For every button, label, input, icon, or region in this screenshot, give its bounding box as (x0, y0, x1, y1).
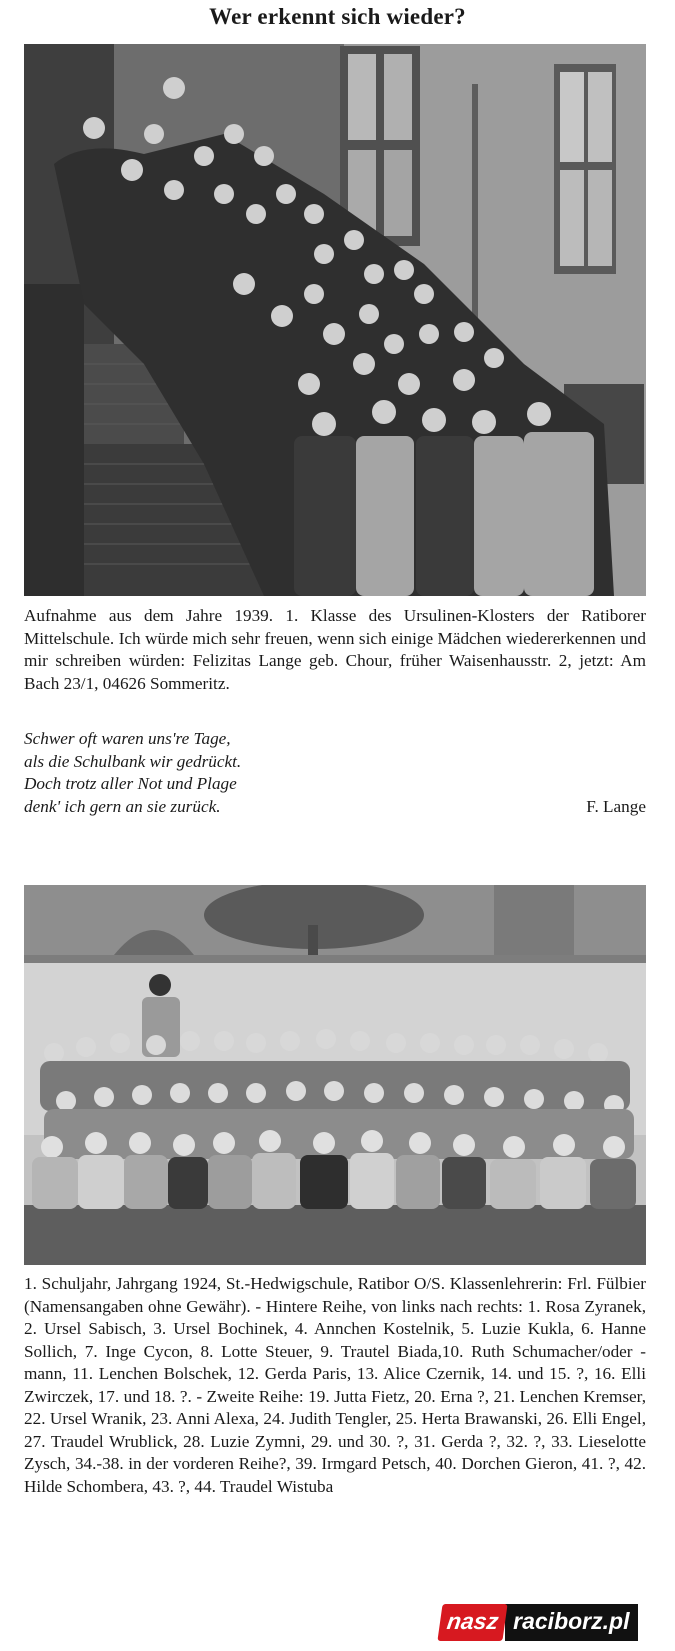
logo-part-nasz: nasz (437, 1604, 507, 1641)
poem-line: als die Schulbank wir gedrückt. (24, 751, 242, 771)
school-class-group-photo-1939-icon (24, 44, 646, 596)
poem-line: Doch trotz aller Not und Plage (24, 774, 237, 793)
poem (24, 728, 646, 818)
photo-caption-1939: Aufnahme aus dem Jahre 1939. 1. Klasse des Ursulinen-Klosters der Ratiborer Mittelschule. Ich würde mich sehr freuen, wenn sich einige Mädchen wiedererkennen und mir schreiben würden: Felizitas Lange geb. Chour, früher Waisenhausstr. 2, jetzt: Am Bach 23/1, 04626 Sommeritz. (24, 606, 646, 693)
page-title: Wer erkennt sich wieder? (209, 4, 466, 29)
logo-part-raciborz (505, 1604, 638, 1641)
photo-caption-1924: 1. Schuljahr, Jahrgang 1924, St.-Hedwigschule, Ratibor O/S. Klassenlehrerin: Frl. Fülbier (Namensangaben ohne Gewähr). - Hintere Reihe, von links nach rechts: 1. Rosa Zyranek, 2. Ursel Sabisch, 3. Ursel Bochinek, 4. Annchen Kostelnik, 5. Luzie Kukla, 6. Hanne Sollich, 7. Inge Cycon, 8. Lotte Steuer, 9. Trautel Biada,10. Ruth Schumacher/oder -mann, 11. Lenchen Bolschek, 12. Gerda Paris, 13. Alice Czernik, 14. und 15. ?, 16. Elli Zwirczek, 17. und 18. ?. - Zweite Reihe: 19. Jutta Fietz, 20. Erna ?, 21. Lenchen Kremser, 22. Ursel Wranik, 23. Anni Alexa, 24. Judith Tengler, 25. Herta Brawanski, 26. Elli Engel, 27. Traudel Wrublick, 28. Luzie Zymni, 29. und 30. ?, 31. Gerda ?, 32. ?, 33. Lieselotte Zysch, 34.-38. in der vorderen Reihe?, 39. Irmgard Petsch, 40. Dorchen Gieron, 41. ?, 42. Hilde Schombera, 43. ?, 44. Traudel Wistuba (24, 1274, 646, 1496)
poem-author: F. Lange (586, 796, 646, 816)
school-class-group-photo-1924-icon (24, 885, 646, 1265)
poem-line: Schwer oft waren uns're Tage, (24, 729, 231, 748)
logo-part-pl: .pl (602, 1607, 630, 1634)
nasz-raciborz-logo[interactable] (440, 1601, 656, 1643)
poem-line: denk' ich gern an sie zurück. (24, 796, 221, 816)
group-photo-1939 (24, 44, 646, 596)
logo-part-raciborz-text: raciborz (513, 1607, 603, 1634)
group-photo-1924 (24, 885, 646, 1265)
